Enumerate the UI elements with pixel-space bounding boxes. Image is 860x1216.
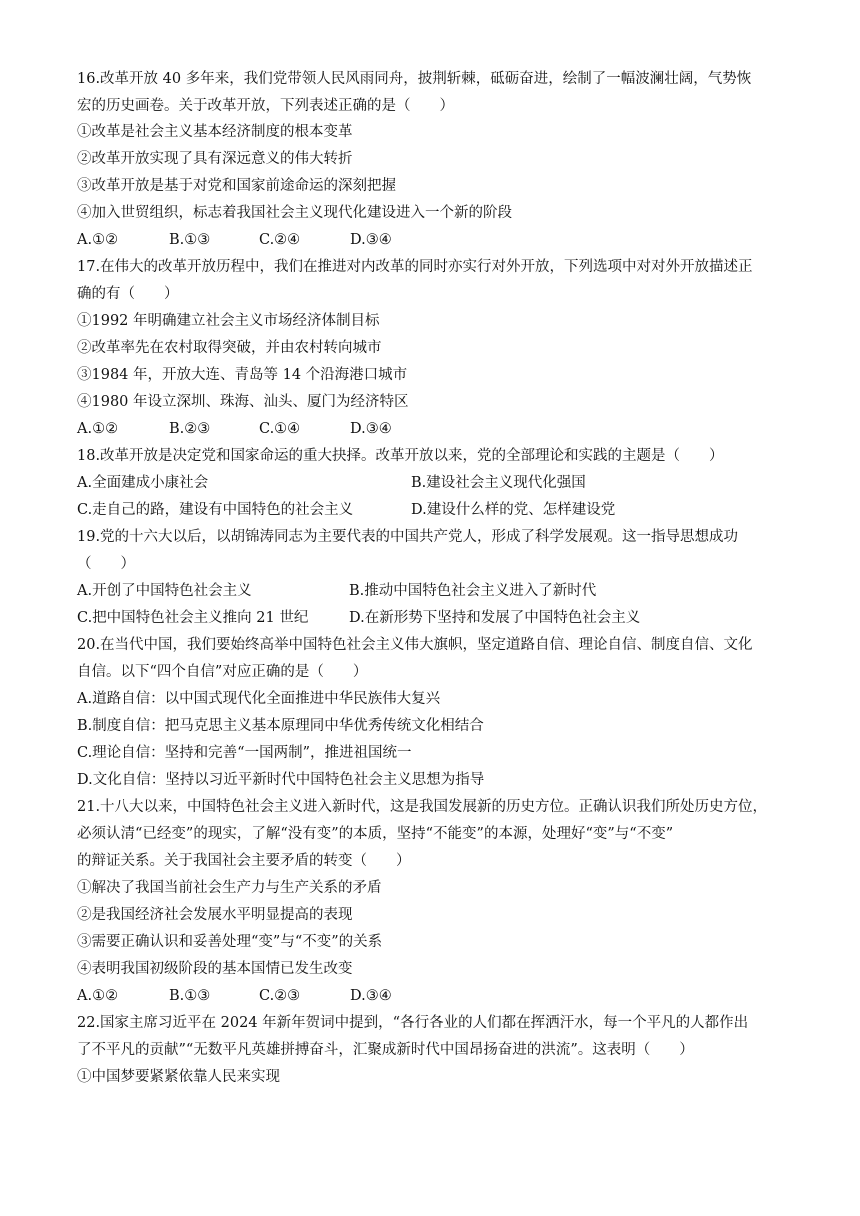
- q16-option-d[interactable]: D.③④: [350, 232, 392, 248]
- q16-option-a[interactable]: A.①②: [77, 232, 119, 248]
- q21-statement-4: ④表明我国初级阶段的基本国情已发生改变: [77, 961, 353, 977]
- q17-statement-2: ②改革率先在农村取得突破，并由农村转向城市: [77, 340, 382, 356]
- q17-option-a[interactable]: A.①②: [77, 421, 119, 437]
- q17-option-c[interactable]: C.①④: [259, 421, 301, 437]
- q22-stem-line-2: 了不平凡的贡献”“无数平凡英雄拼搏奋斗，汇聚成新时代中国昂扬奋进的洪流”。这表明（ ）: [77, 1042, 694, 1058]
- q21-option-c[interactable]: C.②③: [259, 988, 301, 1004]
- q17-stem-line-2: 确的有（ ）: [77, 286, 179, 302]
- q21-option-d[interactable]: D.③④: [350, 988, 392, 1004]
- q20-stem-line-1: 20.在当代中国，我们要始终高举中国特色社会主义伟大旗帜，坚定道路自信、理论自信、制度自信、文化: [77, 637, 753, 653]
- q17-options: [77, 419, 797, 439]
- q19-stem-line-1: 19.党的十六大以后，以胡锦涛同志为主要代表的中国共产党人，形成了科学发展观。这一指导思想成功: [77, 529, 739, 545]
- q21-stem-line-3: 的辩证关系。关于我国社会主要矛盾的转变（ ）: [77, 853, 411, 869]
- q17-option-d[interactable]: D.③④: [350, 421, 392, 437]
- q21-statement-1: ①解决了我国当前社会生产力与生产关系的矛盾: [77, 880, 382, 896]
- q21-stem-line-1: 21.十八大以来，中国特色社会主义进入新时代，这是我国发展新的历史方位。正确认识我们所处历史方位，: [77, 799, 768, 815]
- q20-option-a[interactable]: A.道路自信：以中国式现代化全面推进中华民族伟大复兴: [77, 691, 441, 707]
- q16-statement-1: ①改革是社会主义基本经济制度的根本变革: [77, 124, 353, 140]
- q21-stem-line-2: 必须认清“已经变”的现实，了解“没有变”的本质，坚持“不能变”的本源，处理好“变”与“不变”: [77, 826, 674, 842]
- q18-options-row-2: [77, 500, 797, 520]
- q16-statement-3: ③改革开放是基于对党和国家前途命运的深刻把握: [77, 178, 396, 194]
- q22-stem-line-1: 22.国家主席习近平在 2024 年新年贺词中提到，“各行各业的人们都在挥洒汗水，每一个平凡的人都作出: [77, 1015, 749, 1031]
- q17-statement-3: ③1984 年，开放大连、青岛等 14 个沿海港口城市: [77, 367, 408, 383]
- q18-option-c[interactable]: C.走自己的路，建设有中国特色的社会主义: [77, 502, 354, 518]
- q21-options: [77, 986, 797, 1006]
- q21-option-b[interactable]: B.①③: [169, 988, 211, 1004]
- q18-option-a[interactable]: A.全面建成小康社会: [77, 475, 209, 491]
- q21-option-a[interactable]: A.①②: [77, 988, 119, 1004]
- q18-option-d[interactable]: D.建设什么样的党、怎样建设党: [411, 502, 616, 518]
- q16-stem-line-1: 16.改革开放 40 多年来，我们党带领人民风雨同舟，披荆斩棘，砥砺奋进，绘制了一幅波澜壮阔，气势恢: [77, 71, 752, 87]
- q18-option-b[interactable]: B.建设社会主义现代化强国: [411, 475, 586, 491]
- q20-stem-line-2: 自信。以下“四个自信”对应正确的是（ ）: [77, 664, 368, 680]
- q19-options-row-2: [77, 608, 797, 628]
- q20-option-d[interactable]: D.文化自信：坚持以习近平新时代中国特色社会主义思想为指导: [77, 772, 485, 788]
- q17-statement-4: ④1980 年设立深圳、珠海、汕头、厦门为经济特区: [77, 394, 409, 410]
- q20-option-c[interactable]: C.理论自信：坚持和完善“一国两制”，推进祖国统一: [77, 745, 412, 761]
- q19-option-a[interactable]: A.开创了中国特色社会主义: [77, 583, 252, 599]
- q17-stem-line-1: 17.在伟大的改革开放历程中，我们在推进对内改革的同时亦实行对外开放，下列选项中对对外开放描述正: [77, 259, 753, 275]
- q20-option-b[interactable]: B.制度自信：把马克思主义基本原理同中华优秀传统文化相结合: [77, 718, 484, 734]
- q18-stem-line-1: 18.改革开放是决定党和国家命运的重大抉择。改革开放以来，党的全部理论和实践的主题是（ ）: [77, 448, 724, 464]
- q17-statement-1: ①1992 年明确建立社会主义市场经济体制目标: [77, 313, 380, 329]
- q19-stem-line-2: （ ）: [77, 556, 135, 572]
- q21-statement-3: ③需要正确认识和妥善处理“变”与“不变”的关系: [77, 934, 383, 950]
- q21-statement-2: ②是我国经济社会发展水平明显提高的表现: [77, 907, 353, 923]
- q16-stem-line-2: 宏的历史画卷。关于改革开放，下列表述正确的是（ ）: [77, 98, 454, 114]
- q19-option-c[interactable]: C.把中国特色社会主义推向 21 世纪: [77, 610, 309, 626]
- q16-options: [77, 230, 797, 250]
- q16-option-c[interactable]: C.②④: [259, 232, 301, 248]
- q19-option-b[interactable]: B.推动中国特色社会主义进入了新时代: [349, 583, 597, 599]
- q22-statement-1: ①中国梦要紧紧依靠人民来实现: [77, 1069, 280, 1085]
- q17-option-b[interactable]: B.②③: [169, 421, 211, 437]
- q16-statement-4: ④加入世贸组织，标志着我国社会主义现代化建设进入一个新的阶段: [77, 205, 512, 221]
- q19-option-d[interactable]: D.在新形势下坚持和发展了中国特色社会主义: [349, 610, 641, 626]
- q18-options-row-1: [77, 473, 797, 493]
- q16-statement-2: ②改革开放实现了具有深远意义的伟大转折: [77, 151, 353, 167]
- q16-option-b[interactable]: B.①③: [169, 232, 211, 248]
- q19-options-row-1: [77, 581, 797, 601]
